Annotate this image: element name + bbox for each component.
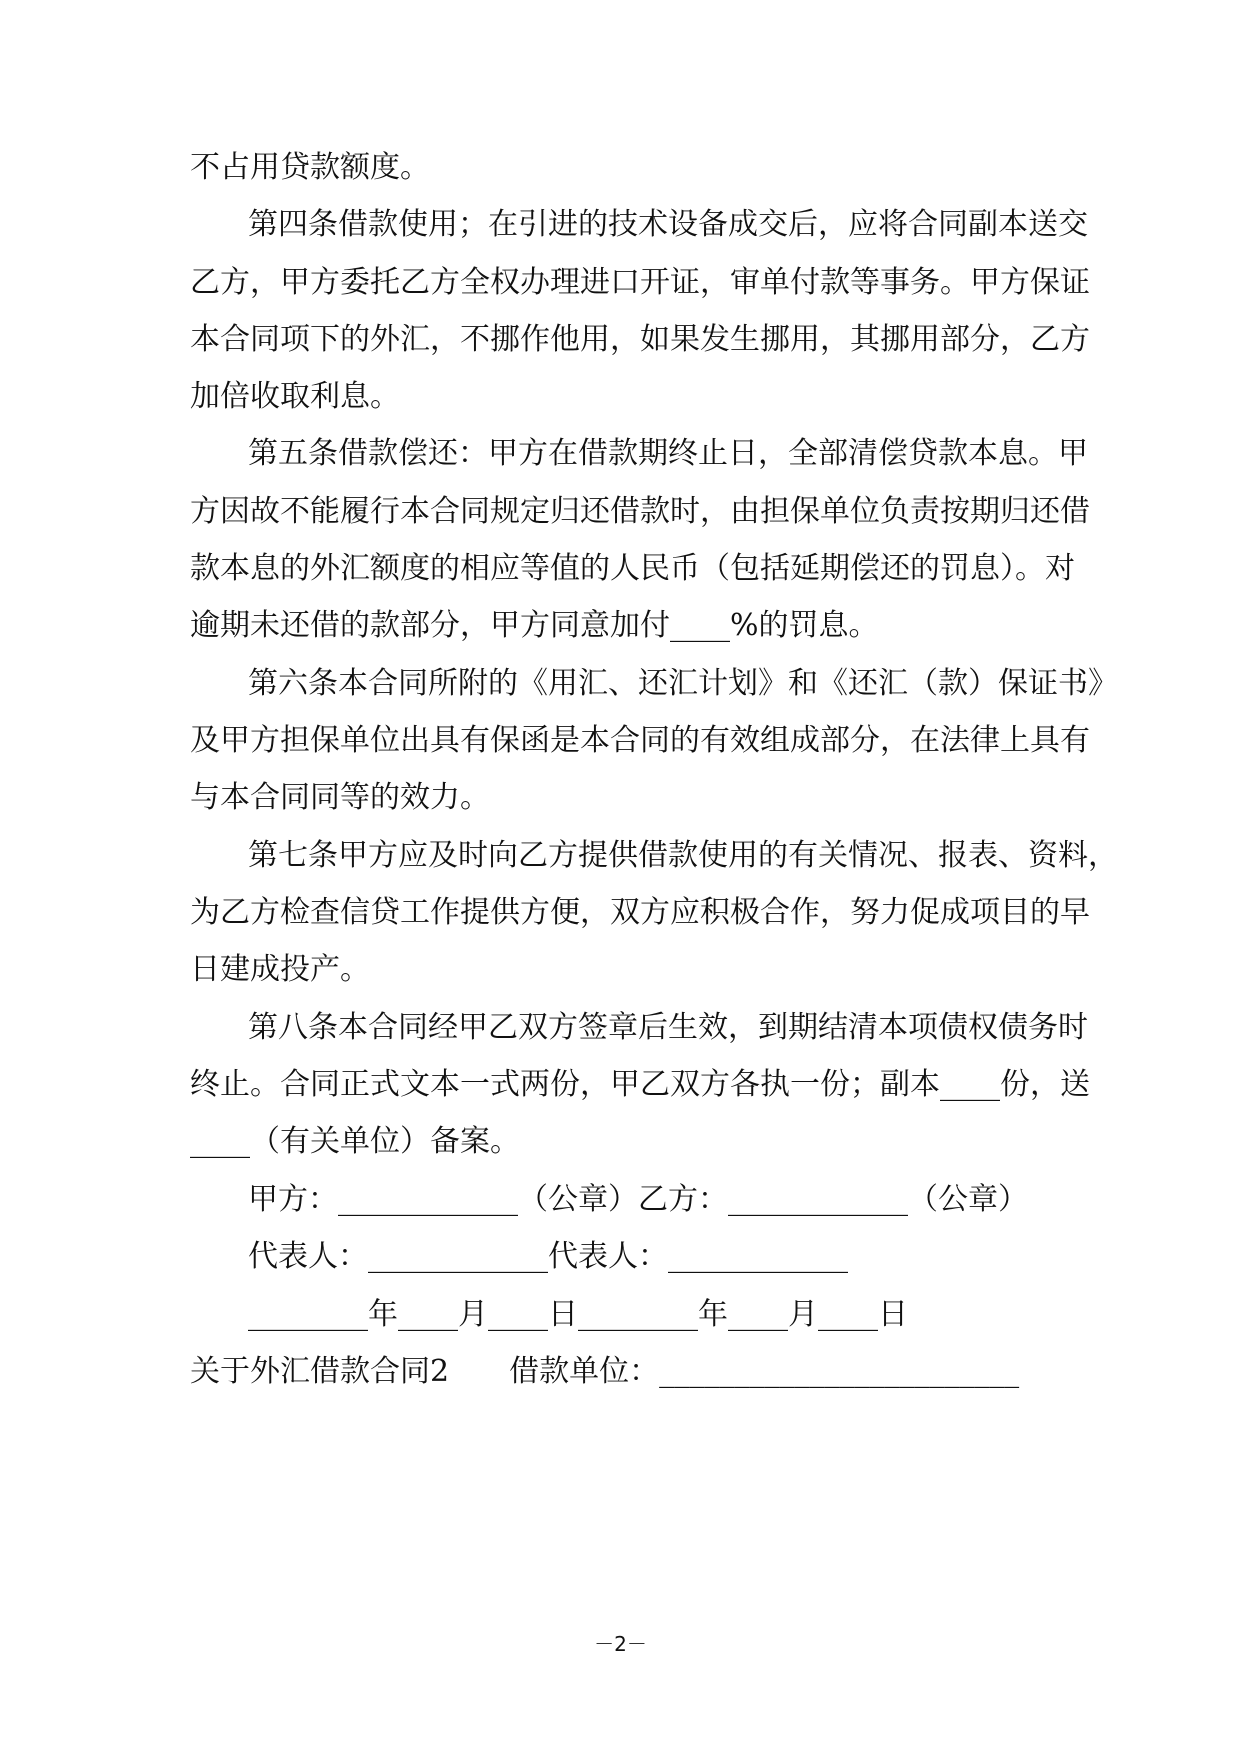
paragraph-line: 加倍收取利息。 — [190, 379, 400, 414]
date-line: ________年____月____日________年____月____日 — [248, 1297, 908, 1332]
representative-line: 代表人：____________代表人：____________ — [248, 1239, 848, 1274]
article-7-line: 第七条甲方应及时向乙方提供借款使用的有关情况、报表、资料， — [248, 838, 1118, 873]
party-signature-line: 甲方：____________（公章）乙方：____________（公章） — [248, 1182, 1028, 1217]
contract-2-heading-line: 关于外汇借款合同2 借款单位：________________________ — [190, 1354, 1020, 1389]
paragraph-line: 逾期未还借的款部分，甲方同意加付____%的罚息。 — [190, 608, 879, 643]
article-8-line: 第八条本合同经甲乙双方签章后生效，到期结清本项债权债务时 — [248, 1010, 1088, 1045]
paragraph-line: ____（有关单位）备案。 — [190, 1124, 520, 1159]
paragraph-line: 方因故不能履行本合同规定归还借款时，由担保单位负责按期归还借 — [190, 494, 1090, 529]
article-4-line: 第四条借款使用；在引进的技术设备成交后，应将合同副本送交 — [248, 207, 1088, 242]
article-6-line: 第六条本合同所附的《用汇、还汇计划》和《还汇（款）保证书》 — [248, 666, 1118, 701]
paragraph-line: 终止。合同正式文本一式两份，甲乙双方各执一份；副本____份，送 — [190, 1067, 1090, 1102]
article-5-line: 第五条借款偿还：甲方在借款期终止日，全部清偿贷款本息。甲 — [248, 436, 1088, 471]
page-number: －2－ — [594, 1632, 647, 1656]
paragraph-line: 与本合同同等的效力。 — [190, 780, 490, 815]
paragraph-line: 乙方，甲方委托乙方全权办理进口开证，审单付款等事务。甲方保证 — [190, 265, 1090, 300]
paragraph-line: 为乙方检查信贷工作提供方便，双方应积极合作，努力促成项目的早 — [190, 895, 1090, 930]
paragraph-line: 不占用贷款额度。 — [190, 150, 430, 185]
paragraph-line: 款本息的外汇额度的相应等值的人民币（包括延期偿还的罚息）。对 — [190, 551, 1075, 586]
paragraph-line: 本合同项下的外汇，不挪作他用，如果发生挪用，其挪用部分，乙方 — [190, 322, 1090, 357]
paragraph-line: 及甲方担保单位出具有保函是本合同的有效组成部分，在法律上具有 — [190, 723, 1090, 758]
paragraph-line: 日建成投产。 — [190, 952, 370, 987]
